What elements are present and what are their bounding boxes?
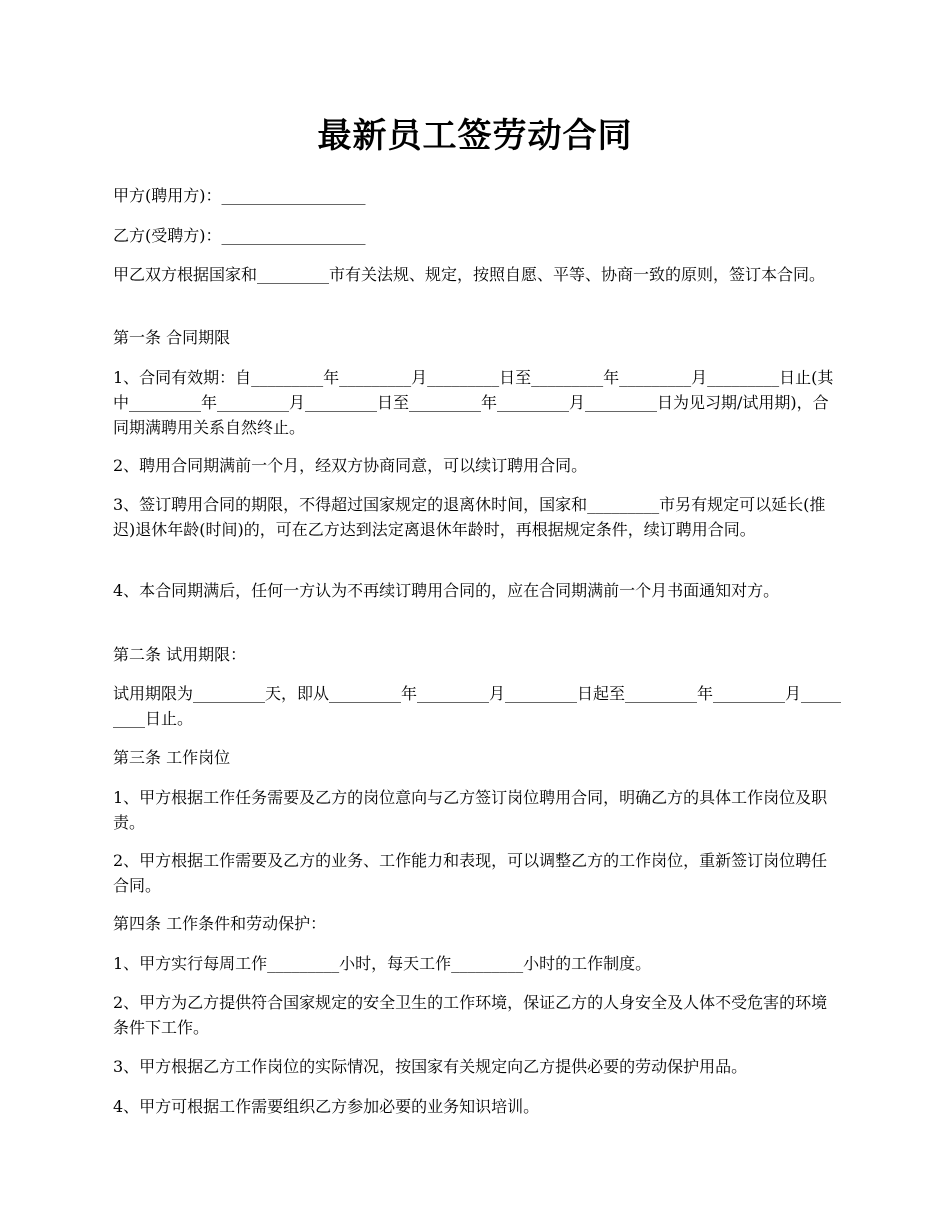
article-3-heading: 第三条 工作岗位 [113,748,231,767]
article-4-clause-4: 4、甲方可根据工作需要组织乙方参加必要的业务知识培训。 [113,1097,540,1116]
party-b-line: 乙方(受聘方)：__________________ [113,226,366,245]
article-3-clause-2: 2、甲方根据工作需要及乙方的业务、工作能力和表现，可以调整乙方的工作岗位，重新签订岗位聘任合同。 [113,851,828,895]
article-1-heading: 第一条 合同期限 [113,328,231,347]
article-2-heading: 第二条 试用期限： [113,645,247,664]
party-a-line: 甲方(聘用方)：__________________ [113,186,366,205]
article-1-clause-3: 3、签订聘用合同的期限，不得超过国家规定的退离休时间，国家和_________市另有规定可以延长(推迟)退休年龄(时间)的，可在乙方达到法定离退休年龄时，再根据规定条件，续订聘用合同。 [113,495,826,539]
article-1-clause-2: 2、聘用合同期满前一个月，经双方协商同意，可以续订聘用合同。 [113,456,588,475]
article-1-clause-1: 1、合同有效期：自_________年_________月_________日至_________年_________月_________日止(其中_________年_________月_________日至_________年_________月_________日为见习期/试用期)，合同期满聘用关系自然终止。 [113,368,834,437]
article-4-clause-3: 3、甲方根据乙方工作岗位的实际情况，按国家有关规定向乙方提供必要的劳动保护用品。 [113,1057,748,1076]
article-1-clause-4: 4、本合同期满后，任何一方认为不再续订聘用合同的，应在合同期满前一个月书面通知对方。 [113,581,780,600]
article-3-clause-1: 1、甲方根据工作任务需要及乙方的岗位意向与乙方签订岗位聘用合同，明确乙方的具体工作岗位及职责。 [113,788,828,832]
preamble-paragraph: 甲乙双方根据国家和_________市有关法规、规定，按照自愿、平等、协商一致的原则，签订本合同。 [113,265,826,284]
article-4-clause-2: 2、甲方为乙方提供符合国家规定的安全卫生的工作环境，保证乙方的人身安全及人体不受危害的环境条件下工作。 [113,993,828,1037]
document-title: 最新员工签劳动合同 [317,116,633,156]
article-4-clause-1: 1、甲方实行每周工作_________小时，每天工作_________小时的工作制度。 [113,954,652,973]
article-2-body: 试用期限为_________天，即从_________年_________月_________日起至_________年_________月_________日止。 [113,684,842,728]
article-4-heading: 第四条 工作条件和劳动保护： [113,914,327,933]
